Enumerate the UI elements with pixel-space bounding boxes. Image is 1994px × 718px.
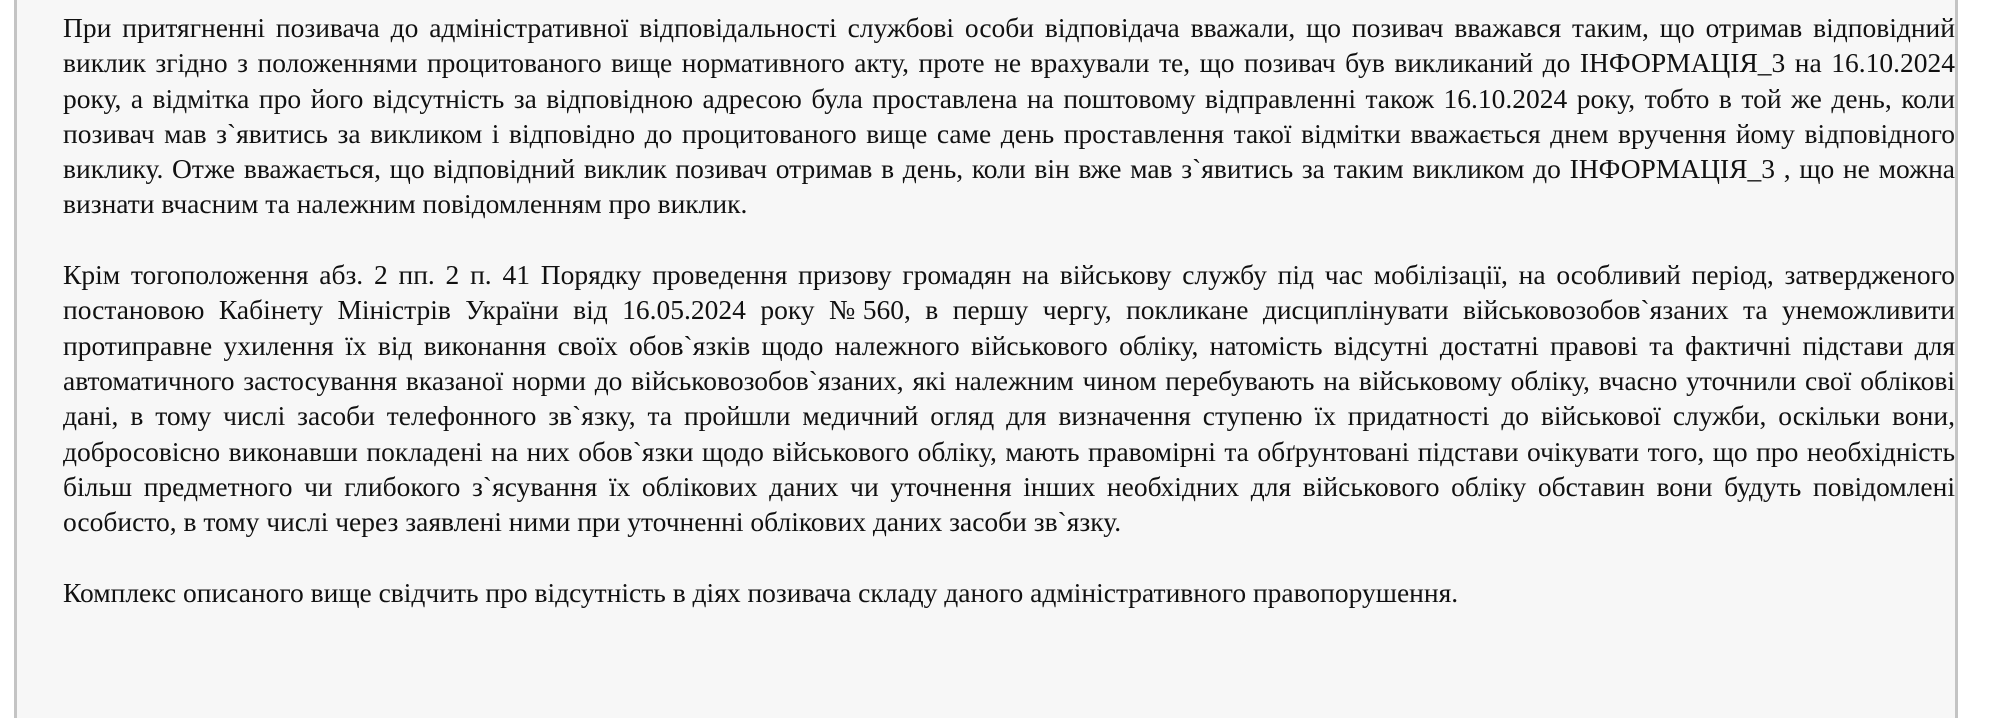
paragraph-2: Крім тогоположення абз. 2 пп. 2 п. 41 Порядку проведення призову громадян на військову службу під час мобілізації, на особливий період, затвердженого постановою Кабінету Міністрів України від 16.05.2024 року №560, в першу чергу, покликане дисциплінувати військовозобов`язаних та унеможливити протиправне ухилення їх від виконання своїх обов`язків щодо належного військового обліку, натомість відсутні достатні правові та фактичні підстави для автоматичного застосування вказаної норми до військовозобов`язаних, які належним чином перебувають на військовому обліку, вчасно уточнили свої облікові дані, в тому числі засоби телефонного зв`язку, та пройшли медичний огляд для визначення ступеню їх придатності до військової служби, оскільки вони, добросовісно виконавши покладені на них обов`язки щодо військового обліку, мають правомірні та обґрунтовані підстави очікувати того, що про необхідність більш предметного чи глибокого з`ясування їх облікових даних чи уточнення інших необхідних для військового обліку обставин вони будуть повідомлені особисто, в тому числі через заявлені ними при уточненні облікових даних засоби зв`язку. xyxy=(63,259,1955,538)
document-body xyxy=(63,10,1955,645)
document-frame xyxy=(14,0,1958,718)
paragraph-3: Комплекс описаного вище свідчить про відсутність в діях позивача складу даного адміністративного правопорушення. xyxy=(63,576,1459,608)
paragraph-1: При притягненні позивача до адміністративної відповідальності службові особи відповідача вважали, що позивач вважався таким, що отримав відповідний виклик згідно з положеннями процитованого вище нормативного акту, проте не врахували те, що позивач був викликаний до ІНФОРМАЦІЯ_3 на 16.10.2024 року, а відмітка про його відсутність за відповідною адресою була проставлена на поштовому відправленні також 16.10.2024 року, тобто в той же день, коли позивач мав з`явитись за викликом і відповідно до процитованого вище саме день проставлення такої відмітки вважається днем вручення йому відповідного виклику. Отже вважається, що відповідний виклик позивач отримав в день, коли він вже мав з`явитись за таким викликом до ІНФОРМАЦІЯ_3 , що не можна визнати вчасним та належним повідомленням про виклик. xyxy=(63,12,1955,220)
